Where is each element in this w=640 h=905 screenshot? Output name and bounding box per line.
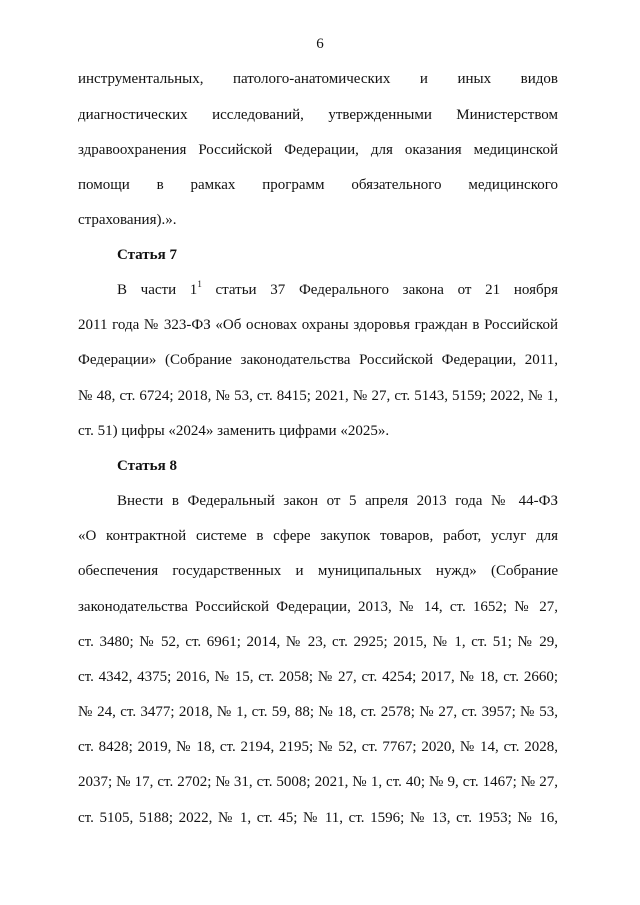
paragraph-line: Федерации» (Собрание законодательства Российской Федерации, 2011, [78,352,558,368]
paragraph-line: № 48, ст. 6724; 2018, № 53, ст. 8415; 2021, № 27, ст. 5143, 5159; 2022, № 1, [78,388,558,404]
paragraph-line: инструментальных, патолого-анатомических и иных видов [78,71,558,87]
article-7-text-post: статьи 37 Федерального закона от 21 ноября [201,282,558,298]
paragraph-line: ст. 3480; № 52, ст. 6961; 2014, № 23, ст. 2925; 2015, № 1, ст. 51; № 29, [78,634,558,650]
page-number: 6 [316,36,324,52]
paragraph-line: № 24, ст. 3477; 2018, № 1, ст. 59, 88; № 18, ст. 2578; № 27, ст. 3957; № 53, [78,704,558,720]
article-8-first-line: Внести в Федеральный закон от 5 апреля 2013 года № 44-ФЗ [117,493,558,509]
paragraph-line: диагностических исследований, утвержденными Министерством [78,107,558,123]
superscript: 1 [197,279,202,289]
paragraph-line: ст. 51) цифры «2024» заменить цифрами «2025». [78,423,390,439]
article-8-heading: Статья 8 [117,458,177,474]
paragraph-line: 2011 года № 323-ФЗ «Об основах охраны здоровья граждан в Российской [78,317,558,333]
paragraph-line: обеспечения государственных и муниципальных нужд» (Собрание [78,563,558,579]
article-7-first-line [117,280,558,300]
article-7-text-pre: В части 1 [117,282,198,298]
paragraph-line: здравоохранения Российской Федерации, для оказания медицинской [78,142,558,158]
paragraph-line: ст. 4342, 4375; 2016, № 15, ст. 2058; № 27, ст. 4254; 2017, № 18, ст. 2660; [78,669,558,685]
paragraph-line: ст. 5105, 5188; 2022, № 1, ст. 45; № 11, ст. 1596; № 13, ст. 1953; № 16, [78,810,558,826]
article-7-heading: Статья 7 [117,247,177,263]
paragraph-line: ст. 8428; 2019, № 18, ст. 2194, 2195; № 52, ст. 7767; 2020, № 14, ст. 2028, [78,739,558,755]
paragraph-line: помощи в рамках программ обязательного медицинского [78,177,558,193]
paragraph-line: страхования).». [78,212,177,228]
paragraph-line: 2037; № 17, ст. 2702; № 31, ст. 5008; 2021, № 1, ст. 40; № 9, ст. 1467; № 27, [78,774,558,790]
paragraph-line: «О контрактной системе в сфере закупок товаров, работ, услуг для [78,528,558,544]
paragraph-line: законодательства Российской Федерации, 2013, № 14, ст. 1652; № 27, [78,599,558,615]
